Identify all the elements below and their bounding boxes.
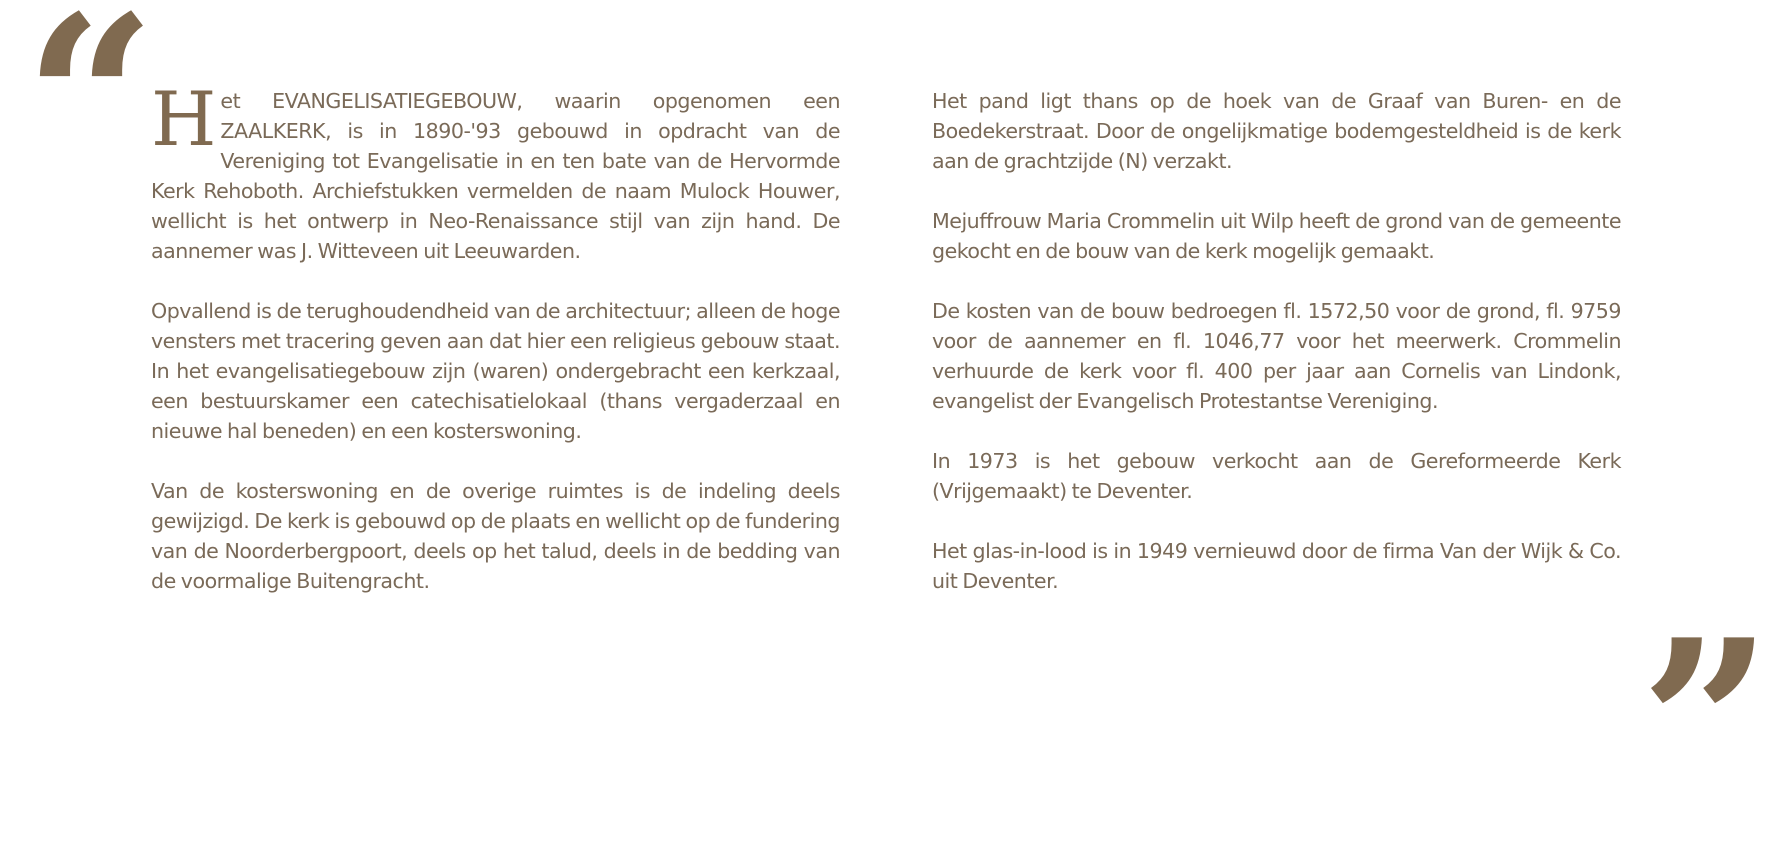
paragraph: De kosten van de bouw bedroegen fl. 1572,50 voor de grond, fl. 9759 voor de aannemer en fl. 1046,77 voor het meerwerk. Crommelin verhuurde de kerk voor fl. 400 per jaar aan Cornelis van Lindonk, evangelist der Evangelisch Protestantse Vereniging. (932, 299, 1621, 413)
paragraph: Van de kosterswoning en de overige ruimtes is de indeling deels gewijzigd. De kerk is gebouwd op de plaats en wellicht op de fundering van de Noorderbergpoort, deels op het talud, deels in de bedding van de voormalige Buitengracht. (151, 479, 840, 593)
paragraph: Het pand ligt thans op de hoek van de Graaf van Buren- en de Boedekerstraat. Door de ongelijkmatige bodemgesteldheid is de kerk aan de grachtzijde (N) verzakt. (932, 89, 1621, 173)
close-quote-icon: ” (1640, 590, 1772, 860)
paragraph: In 1973 is het gebouw verkocht aan de Gereformeerde Kerk (Vrijgemaakt) te Deventer. (932, 449, 1621, 503)
paragraph: Mejuffrouw Maria Crommelin uit Wilp heeft de grond van de gemeente gekocht en de bouw van de kerk mogelijk gemaakt. (932, 209, 1621, 263)
right-text-column (932, 86, 1621, 626)
paragraph: Het glas-in-lood is in 1949 vernieuwd door de firma Van der Wijk & Co. uit Deventer. (932, 539, 1621, 593)
open-quote-icon: “ (24, 0, 157, 236)
left-text-column (151, 75, 840, 626)
drop-cap: H (151, 75, 217, 163)
paragraph: Opvallend is de terughoudendheid van de architectuur; alleen de hoge vensters met tracering geven aan dat hier een religieus gebouw staat. In het evangelisatiegebouw zijn (waren) ondergebracht een kerkzaal, een bestuurskamer een catechisatielokaal (thans vergaderzaal en nieuwe hal beneden) en een kosterswoning. (151, 299, 840, 443)
paragraph-text: et EVANGELISATIEGEBOUW, waarin opgenomen een ZAALKERK, is in 1890-'93 gebouwd in opdracht van de Vereniging tot Evangelisatie in en ten bate van de Hervormde Kerk Rehoboth. Archiefstukken vermelden de naam Mulock Houwer, wellicht is het ontwerp in Neo-Renaissance stijl van zijn hand. De aannemer was J. Witteveen uit Leeuwarden. (151, 89, 840, 263)
paragraph (151, 75, 840, 266)
